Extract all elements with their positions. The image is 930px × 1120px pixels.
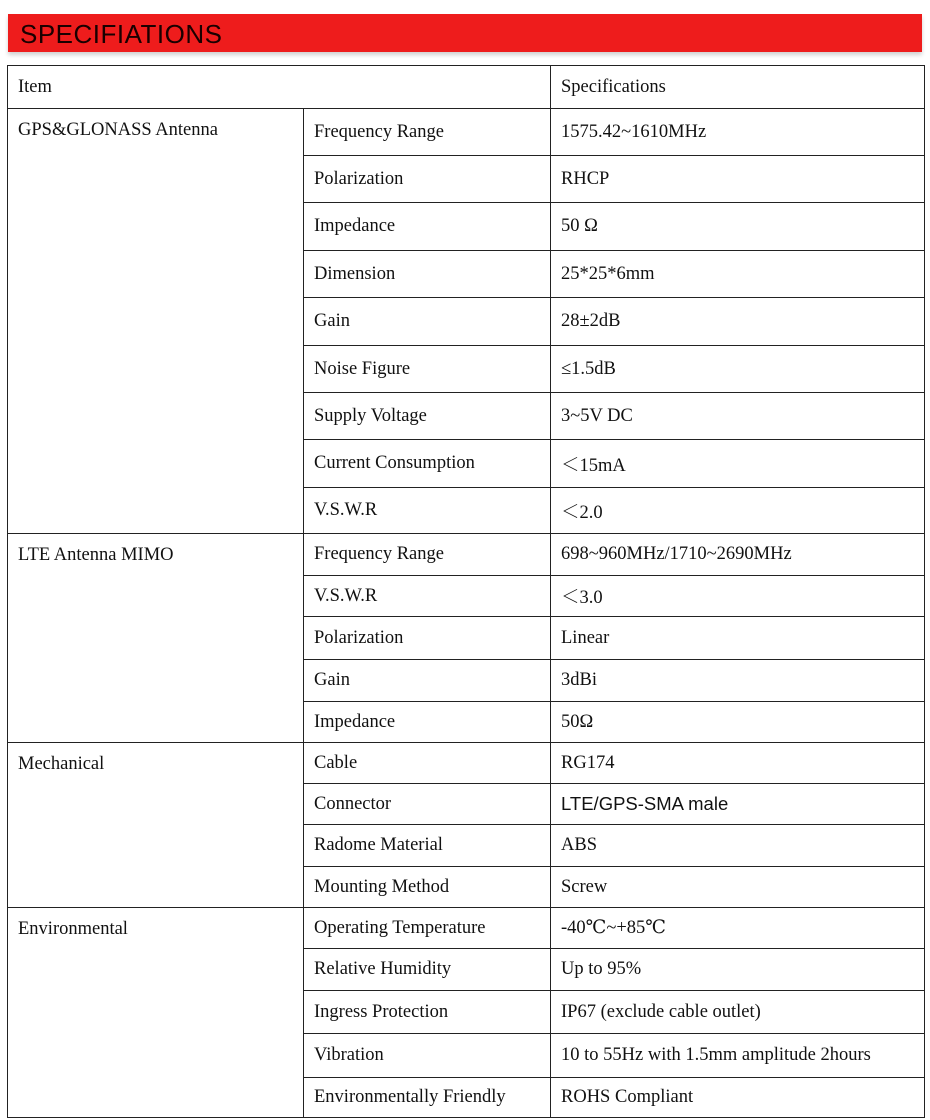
group-mechanical: Mechanical [8, 743, 304, 908]
table-row [8, 908, 925, 949]
table-row [8, 743, 925, 784]
value-cell: IP67 (exclude cable outlet) [551, 991, 925, 1034]
banner-title: SPECIFIATIONS [20, 19, 223, 49]
specifications-table [7, 65, 925, 1118]
value-cell: ＜3.0 [551, 576, 925, 617]
table-row [8, 109, 925, 156]
value-cell: LTE/GPS-SMA male [551, 784, 925, 825]
value-cell: ABS [551, 825, 925, 867]
value-cell: 28±2dB [551, 298, 925, 346]
group-environmental: Environmental [8, 908, 304, 1118]
value-cell: 698~960MHz/1710~2690MHz [551, 534, 925, 576]
param-cell: Mounting Method [304, 867, 551, 908]
param-cell: Impedance [304, 203, 551, 251]
value-cell: -40℃~+85℃ [551, 908, 925, 949]
param-cell: Frequency Range [304, 109, 551, 156]
param-cell: Cable [304, 743, 551, 784]
value-cell: 3~5V DC [551, 393, 925, 440]
param-cell: Relative Humidity [304, 949, 551, 991]
group-gps-glonass-antenna: GPS&GLONASS Antenna [8, 109, 304, 534]
param-cell: Gain [304, 660, 551, 702]
value-cell: RG174 [551, 743, 925, 784]
param-cell: Current Consumption [304, 440, 551, 488]
value-cell: Screw [551, 867, 925, 908]
value-cell: 25*25*6mm [551, 251, 925, 298]
value-cell: Up to 95% [551, 949, 925, 991]
specifications-banner [8, 14, 922, 52]
value-cell: 10 to 55Hz with 1.5mm amplitude 2hours [551, 1034, 925, 1078]
table-row [8, 534, 925, 576]
value-cell: ＜15mA [551, 440, 925, 488]
param-cell: Ingress Protection [304, 991, 551, 1034]
header-specifications: Specifications [551, 66, 925, 109]
param-cell: Connector [304, 784, 551, 825]
value-cell: 1575.42~1610MHz [551, 109, 925, 156]
param-cell: Supply Voltage [304, 393, 551, 440]
param-cell: Polarization [304, 156, 551, 203]
param-cell: Vibration [304, 1034, 551, 1078]
param-cell: Gain [304, 298, 551, 346]
param-cell: Environmentally Friendly [304, 1078, 551, 1118]
value-cell: 50 Ω [551, 203, 925, 251]
value-cell: ≤1.5dB [551, 346, 925, 393]
param-cell: Frequency Range [304, 534, 551, 576]
param-cell: Operating Temperature [304, 908, 551, 949]
param-cell: Radome Material [304, 825, 551, 867]
param-cell: Polarization [304, 617, 551, 660]
value-cell: ＜2.0 [551, 488, 925, 534]
header-item: Item [8, 66, 551, 109]
value-cell: 50Ω [551, 702, 925, 743]
param-cell: Noise Figure [304, 346, 551, 393]
param-cell: V.S.W.R [304, 488, 551, 534]
group-lte-antenna-mimo: LTE Antenna MIMO [8, 534, 304, 743]
param-cell: Dimension [304, 251, 551, 298]
param-cell: Impedance [304, 702, 551, 743]
value-cell: RHCP [551, 156, 925, 203]
value-cell: Linear [551, 617, 925, 660]
value-cell: ROHS Compliant [551, 1078, 925, 1118]
param-cell: V.S.W.R [304, 576, 551, 617]
table-header-row [8, 66, 925, 109]
value-cell: 3dBi [551, 660, 925, 702]
